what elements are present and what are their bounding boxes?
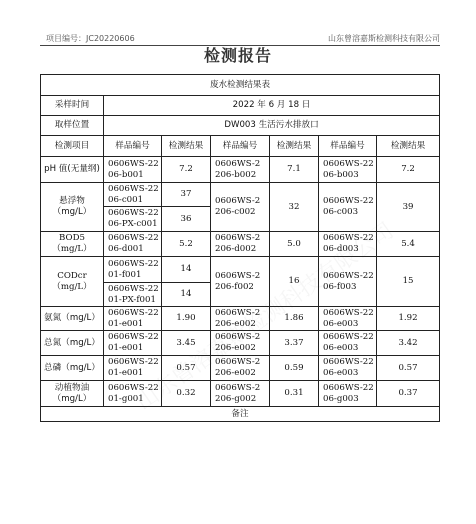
result-value: 14 [162,283,211,307]
sample-id: 0606WS-2 206-f002 [211,257,270,307]
col-header: 样品编号 [211,136,270,157]
table-row [41,331,440,356]
sample-id: 0606WS-22 06-e003 [319,331,377,356]
result-value: 5.2 [162,232,211,257]
item-name: 氨氮（mg/L） [41,307,104,331]
project-number: 项目编号：JC20220606 [46,34,135,43]
sample-id: 0606WS-22 01-e001 [104,307,162,331]
sample-id: 0606WS-22 06-c001 [104,183,162,207]
sample-id: 0606WS-2 206-e002 [211,307,270,331]
location-label: 取样位置 [41,116,104,136]
sample-id: 0606WS-22 06-b003 [319,157,377,183]
sample-id: 0606WS-22 06-e003 [319,356,377,381]
result-value: 16 [270,257,319,307]
sample-id: 0606WS-2 206-g002 [211,381,270,407]
item-name: 总氮（mg/L） [41,331,104,356]
result-value: 36 [162,207,211,232]
location-value: DW003 生活污水排放口 [104,116,440,136]
result-value: 1.86 [270,307,319,331]
result-value: 32 [270,183,319,232]
sample-id: 0606WS-22 06-d001 [104,232,162,257]
col-header: 样品编号 [319,136,377,157]
result-value: 0.57 [377,356,440,381]
sample-id: 0606WS-2 206-d002 [211,232,270,257]
result-value: 0.32 [162,381,211,407]
company-name: 山东曾溶嘉斯检测科技有限公司 [328,34,440,43]
sample-id: 0606WS-22 06-c003 [319,183,377,232]
table-row [41,356,440,381]
result-value: 1.90 [162,307,211,331]
item-name: 悬浮物（mg/L） [41,183,104,232]
item-name: pH 值(无量纲) [41,157,104,183]
result-value: 0.31 [270,381,319,407]
result-value: 0.37 [377,381,440,407]
table-row [41,257,440,283]
result-value: 3.37 [270,331,319,356]
sampling-time-value: 2022 年 6 月 18 日 [104,96,440,116]
sample-id: 0606WS-22 06-b001 [104,157,162,183]
result-value: 3.42 [377,331,440,356]
sample-id: 0606WS-22 01-e001 [104,331,162,356]
sample-id: 0606WS-22 06-g003 [319,381,377,407]
col-header: 检测项目 [41,136,104,157]
item-name: 动植物油（mg/L） [41,381,104,407]
sample-id: 0606WS-22 06-f003 [319,257,377,307]
table-row [41,307,440,331]
col-header: 检测结果 [162,136,211,157]
result-value: 0.57 [162,356,211,381]
result-value: 7.1 [270,157,319,183]
sample-id: 0606WS-22 06-d003 [319,232,377,257]
result-value: 7.2 [162,157,211,183]
table-title: 废水检测结果表 [41,75,440,96]
sample-id: 0606WS-22 06-e003 [319,307,377,331]
sample-id: 0606WS-22 06-PX-c001 [104,207,162,232]
sample-id: 0606WS-22 01-PX-f001 [104,283,162,307]
result-value: 1.92 [377,307,440,331]
wastewater-results-table [40,74,440,422]
table-row [41,157,440,183]
table-row [41,232,440,257]
item-name: 总磷（mg/L） [41,356,104,381]
sample-id: 0606WS-2 206-b002 [211,157,270,183]
result-value: 7.2 [377,157,440,183]
item-name: CODcr（mg/L） [41,257,104,307]
item-name: BOD5（mg/L） [41,232,104,257]
sampling-time-label: 采样时间 [41,96,104,116]
sample-id: 0606WS-22 01-g001 [104,381,162,407]
result-value: 39 [377,183,440,232]
result-value: 5.0 [270,232,319,257]
result-value: 15 [377,257,440,307]
sample-id: 0606WS-2 206-c002 [211,183,270,232]
col-header: 样品编号 [104,136,162,157]
sample-id: 0606WS-2 206-e002 [211,331,270,356]
table-row [41,183,440,207]
result-value: 3.45 [162,331,211,356]
table-row [41,381,440,407]
col-header: 检测结果 [270,136,319,157]
sample-id: 0606WS-2 206-e002 [211,356,270,381]
sample-id: 0606WS-22 01-e001 [104,356,162,381]
remarks-label: 备注 [41,407,440,422]
sample-id: 0606WS-22 01-f001 [104,257,162,283]
col-header: 检测结果 [377,136,440,157]
result-value: 14 [162,257,211,283]
result-value: 0.59 [270,356,319,381]
document-title: 检测报告 [203,46,272,65]
result-value: 5.4 [377,232,440,257]
result-value: 37 [162,183,211,207]
